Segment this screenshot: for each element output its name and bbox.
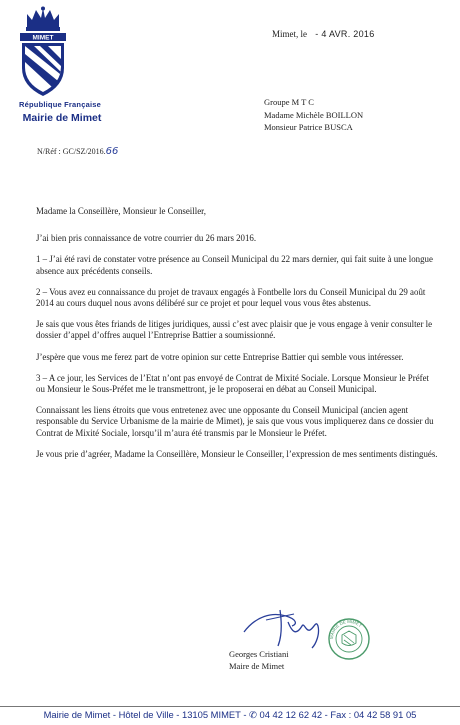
reference-prefix: N/Réf : GC/SZ/2016. [37, 147, 106, 156]
republique-francaise: République Française [19, 100, 101, 109]
salutation: Madame la Conseillère, Monsieur le Conseiller, [36, 206, 206, 216]
recipient-line: Madame Michèle BOILLON [264, 109, 364, 120]
signatory-name: Georges Cristiani [229, 649, 289, 659]
recipient-line: Groupe M T C [264, 97, 314, 107]
footer-address: Mairie de Mimet - Hôtel de Ville - 13105 MIMET - ✆ 04 42 12 62 42 - Fax : 04 42 58 91 05 [43, 709, 417, 720]
date-stamp: - 4 AVR. 2016 [315, 29, 375, 39]
mimet-crest-logo [18, 6, 68, 98]
paragraph-2: 1 – J’ai été ravi de constater votre présence au Conseil Municipal du 22 mars dernier, qui fait suite à une longue absence aux précédents conseils. [36, 254, 433, 276]
paragraph-4: Je sais que vous êtes friands de litiges juridiques, aussi c’est avec plaisir que je vous engage à venir consulter le dossier d’appel d’offres auquel l’Entreprise Battier a soumissionné. [36, 319, 433, 341]
paragraph-1: J’ai bien pris connaissance de votre courrier du 26 mars 2016. [36, 233, 257, 244]
signatory-title: Maire de Mimet [229, 661, 285, 671]
reference-number: 66 [105, 146, 119, 157]
recipients-block [264, 96, 363, 134]
date-place: Mimet, le [272, 29, 307, 39]
paragraph-3: 2 – Vous avez eu connaissance du projet de travaux engagés à Fontbelle lors du Conseil Municipal du 29 août 2014 au cours duquel nous avons délibéré sur ce projet et pour lequel vous vous êtes abstenus. [36, 286, 426, 309]
footer-divider [0, 706, 460, 707]
paragraph-6: 3 – A ce jour, les Services de l’Etat n’ont pas envoyé de Contrat de Mixité Sociale. Lorsque Monsieur le Préfet ou Monsieur le Sous-Préfet me le transmettront, je le proposerai en débat au Conseil Municipal. [36, 372, 429, 395]
letter-body [36, 206, 438, 460]
signatory-block [229, 648, 289, 672]
seal-text: MAIRIE DE MIMET [328, 618, 363, 640]
reference-line [37, 146, 118, 157]
mairie-title: Mairie de Mimet [22, 112, 102, 124]
date-line [272, 29, 375, 39]
crest-banner-text: MIMET [32, 34, 54, 42]
mairie-seal-stamp [327, 617, 371, 661]
recipient-line: Monsieur Patrice BUSCA [264, 122, 353, 132]
paragraph-8: Je vous prie d’agréer, Madame la Conseillère, Monsieur le Conseiller, l’expression de mes sentiments distingués. [36, 448, 438, 459]
paragraph-7: Connaissant les liens étroits que vous entretenez avec une opposante du Conseil Municipal (ancien agent responsable du Service Urbanisme de la mairie de Mimet), je sais que vous vous impliquerez dans ce dossier du Contrat de Mixité Sociale, lorsqu’il m’aura été transmis par le Monsieur le Préfet. [36, 405, 434, 438]
paragraph-5: J’espère que vous me ferez part de votre opinion sur cette Entreprise Battier qui semble vous intéresser. [36, 351, 404, 362]
